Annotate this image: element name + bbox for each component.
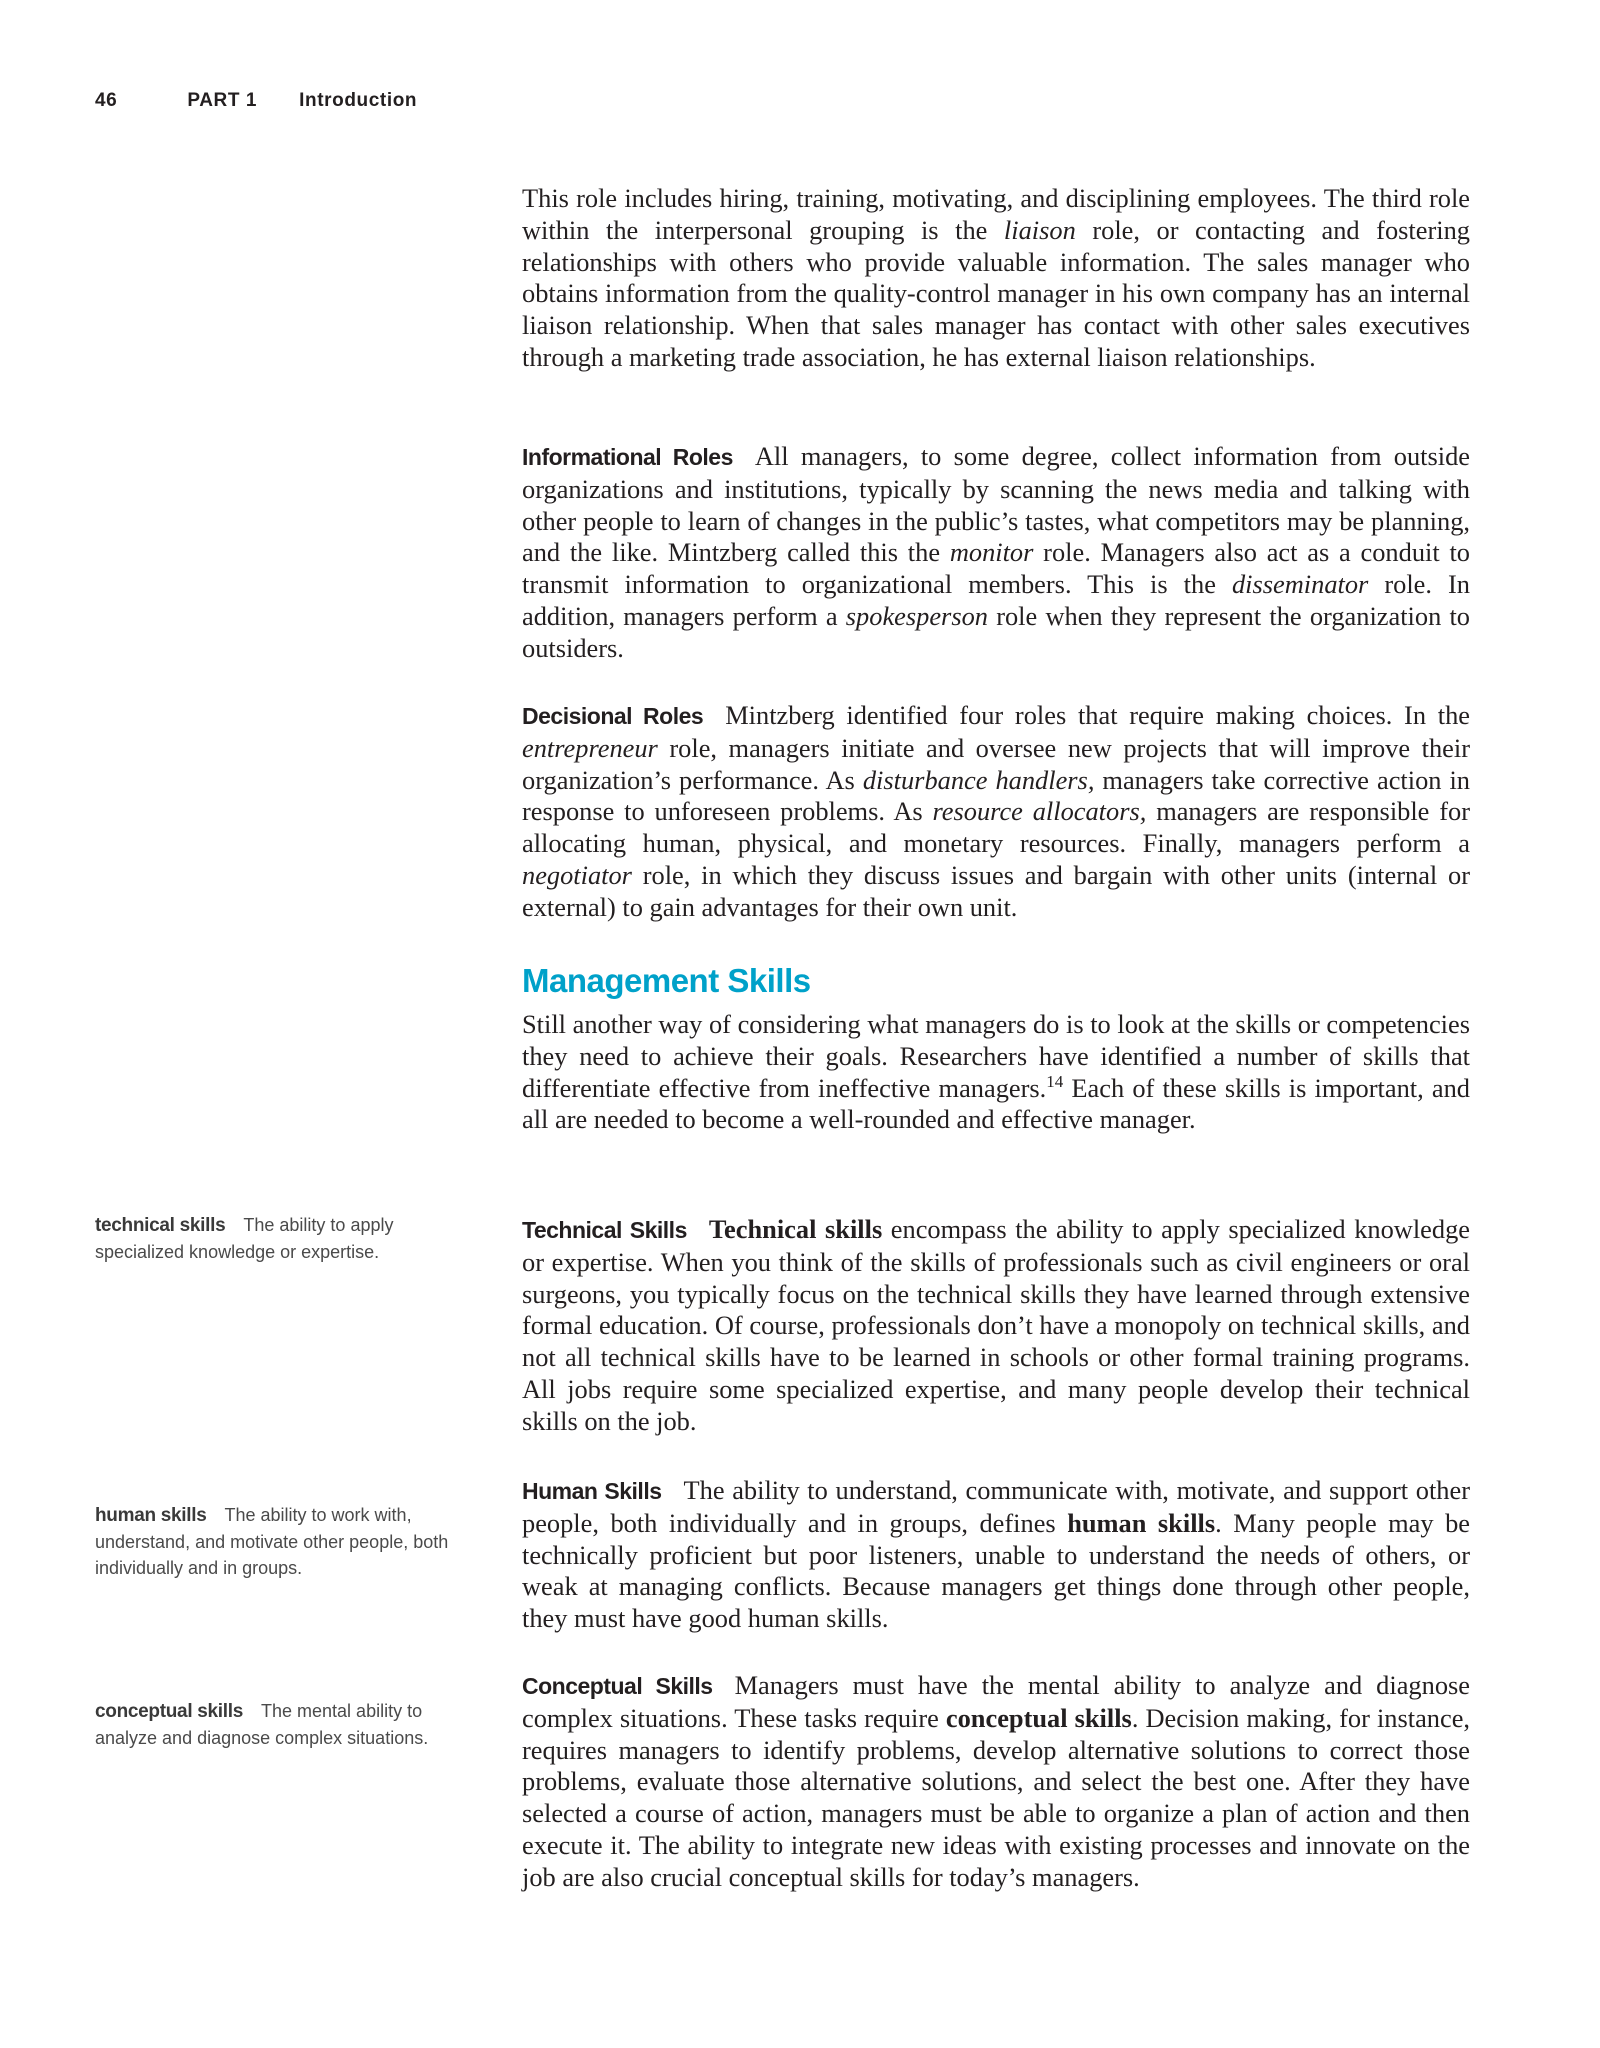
margin-term: conceptual skills (95, 1701, 244, 1722)
body-paragraph-continuation (522, 183, 1470, 374)
conceptual-skills-term: conceptual skills (945, 1702, 1132, 1733)
technical-skills-paragraph (522, 1214, 1470, 1438)
human-text-b: . Many people may be technically proficient but poor listeners, unable to understand the needs of others, or weak at managing conflicts. Because managers get things done through other people, they must have good human skills. (522, 1507, 1471, 1634)
part-title: Introduction (299, 90, 418, 111)
informational-spokesperson: spokesperson (845, 600, 988, 631)
decisional-text-c: managers take corrective action in response to unforeseen problems. As (522, 764, 1470, 827)
decisional-text-d: managers are responsible for allocating human, physical, and monetary resources. Finally, managers perform a (522, 796, 1470, 859)
margin-definition-text: The mental ability to analyze and diagnose complex situations. (95, 1701, 429, 1748)
technical-text: encompass the ability to apply specialized knowledge or expertise. When you think of the skills of professionals such as civil engineers or oral surgeons, you typically focus on the technical skills they have learned through extensive formal education. Of course, professionals don’t have a monopoly on technical skills, and not all technical skills have to be learned in schools or other formal training programs. All jobs require some specialized expertise, and many people develop their technical skills on the job. (522, 1214, 1470, 1436)
p1-text-b: role, or contacting and fostering relationships with others who provide valuable information. The sales manager who obtains information from the quality-control manager in his own company has an internal liaison relationship. When that sales manager has contact with other sales executives through a marketing trade association, he has external liaison relationships. (522, 214, 1470, 372)
decisional-negotiator: negotiator (522, 859, 632, 890)
technical-skills-term: Technical skills (708, 1214, 883, 1244)
informational-roles-paragraph (522, 441, 1470, 665)
section-heading-management-skills: Management Skills (522, 962, 811, 999)
margin-definition-text: The ability to work with, understand, and motivate other people, both individually and in groups. (95, 1505, 449, 1578)
human-text-a: The ability to understand, communicate with, motivate, and support other people, both individually and in groups, defines (522, 1475, 1471, 1538)
informational-disseminator: disseminator (1231, 569, 1369, 600)
running-head (95, 90, 417, 112)
margin-definition-text: The ability to apply specialized knowledge or expertise. (95, 1215, 394, 1262)
conceptual-text-a: Managers must have the mental ability to analyze and diagnose complex situations. These tasks require (522, 1670, 1470, 1733)
decisional-text-a: Mintzberg identified four roles that require making choices. In the (725, 700, 1470, 730)
conceptual-text-b: . Decision making, for instance, requires managers to identify problems, develop alternative solutions to correct those problems, evaluate those alternative solutions, and select the best one. After they have selected a course of action, managers must be able to organize a plan of action and then execute it. The ability to integrate new ideas with existing processes and innovate on the job are also crucial conceptual skills for today’s managers. (522, 1702, 1471, 1892)
decisional-roles-paragraph (522, 700, 1470, 924)
informational-text-d: role when they represent the organization to outsiders. (522, 600, 1471, 663)
decisional-roles-heading: Decisional Roles (522, 703, 704, 729)
informational-text-b: role. Managers also act as a conduit to transmit information to organizational members. This is the (522, 537, 1470, 600)
informational-roles-heading: Informational Roles (522, 444, 733, 470)
footnote-ref: 14 (1046, 1071, 1064, 1091)
part-label: PART 1 (187, 90, 258, 111)
management-skills-intro (522, 1009, 1470, 1136)
management-skills-text-a: Still another way of considering what managers do is to look at the skills or competencies they need to achieve their goals. Researchers have identified a number of skills that differentiate effective from ineffective managers. (522, 1009, 1470, 1103)
conceptual-skills-paragraph (522, 1670, 1470, 1894)
informational-text-a: All managers, to some degree, collect information from outside organizations and institutions, typically by scanning the news media and talking with other people to learn of changes in the public’s tastes, what competitors may be planning, and the like. Mintzberg called this the (522, 441, 1470, 568)
p1-text-a: This role includes hiring, training, motivating, and disciplining employees. The third role within the interpersonal grouping is the (522, 183, 1470, 245)
margin-term: technical skills (95, 1215, 226, 1236)
decisional-entrepreneur: entrepreneur (522, 732, 658, 763)
page-number: 46 (95, 90, 118, 111)
decisional-text-b: role, managers initiate and oversee new projects that will improve their organization’s performance. As (522, 732, 1470, 795)
management-skills-text-b: Each of these skills is important, and all are needed to become a well-rounded and effective manager. (522, 1072, 1470, 1135)
decisional-disturbance: disturbance handlers, (862, 764, 1095, 795)
decisional-text-e: role, in which they discuss issues and bargain with other units (internal or external) to gain advantages for their own unit. (522, 859, 1470, 922)
margin-term: human skills (95, 1505, 207, 1526)
informational-text-c: role. In addition, managers perform a (522, 569, 1470, 631)
margin-definition-conceptual-skills (95, 1698, 470, 1751)
margin-definition-technical-skills (95, 1212, 470, 1265)
informational-monitor: monitor (949, 537, 1034, 568)
margin-definition-human-skills (95, 1502, 470, 1581)
p1-liaison: liaison (1003, 214, 1076, 245)
technical-skills-heading: Technical Skills (522, 1217, 687, 1243)
decisional-resource: resource allocators, (932, 796, 1147, 827)
human-skills-heading: Human Skills (522, 1478, 662, 1504)
human-skills-paragraph (522, 1475, 1470, 1635)
human-skills-term: human skills (1067, 1507, 1216, 1538)
conceptual-skills-heading: Conceptual Skills (522, 1673, 713, 1699)
